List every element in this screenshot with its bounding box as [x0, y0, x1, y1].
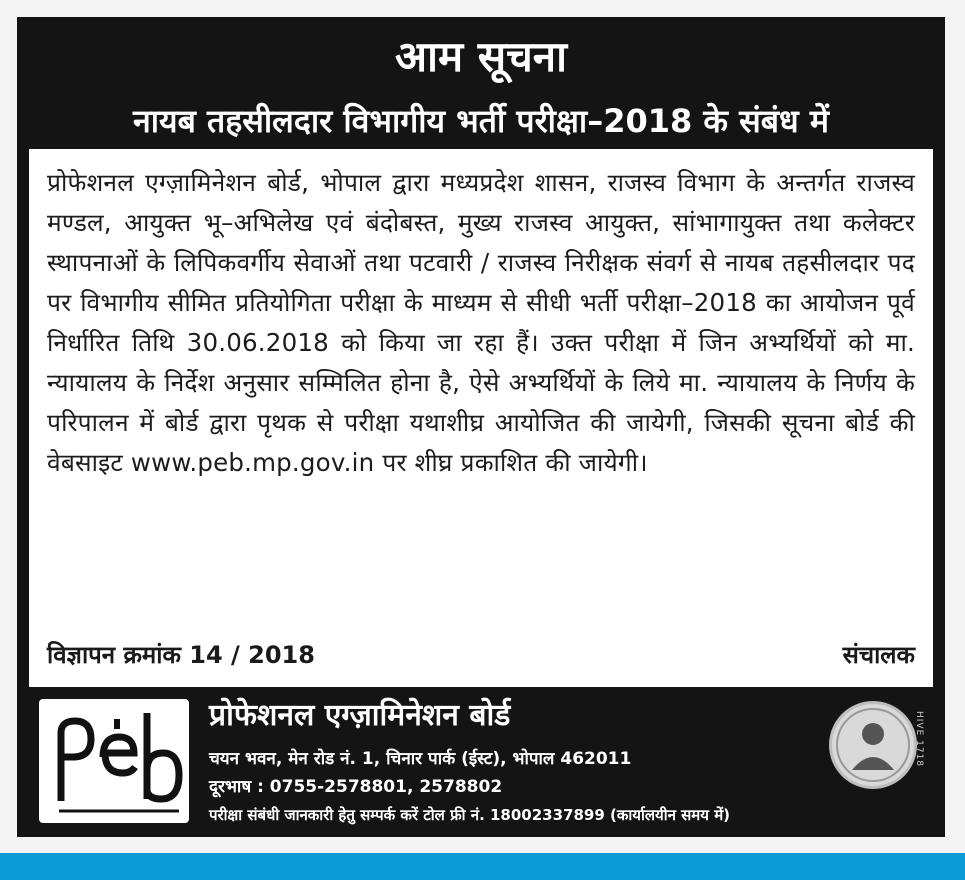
- signatory: संचालक: [842, 641, 915, 669]
- organisation-phone: दूरभाष : 0755-2578801, 2578802: [209, 777, 503, 797]
- vertical-print-code: HIVE 1718: [914, 711, 924, 768]
- advertisement-number: विज्ञापन क्रमांक 14 / 2018: [47, 641, 315, 669]
- peb-logo-icon: [39, 699, 189, 823]
- peb-logo: [39, 699, 189, 823]
- public-notice-advertisement: [17, 17, 945, 837]
- notice-subheading: नायब तहसीलदार विभागीय भर्ती परीक्षा–2018 के संबंध में: [133, 102, 829, 140]
- notice-signature-row: [47, 635, 915, 675]
- government-seal: [829, 701, 917, 789]
- notice-body-text: प्रोफेशनल एग्ज़ामिनेशन बोर्ड, भोपाल द्वारा मध्यप्रदेश शासन, राजस्व विभाग के अन्तर्गत राजस्व मण्डल, आयुक्त भू–अभिलेख एवं बंदोबस्त, मुख्य राजस्व आयुक्त, सांभागायुक्त तथा कलेक्टर स्थापनाओं के लिपिकवर्गीय सेवाओं तथा पटवारी / राजस्व निरीक्षक संवर्ग से नायब तहसीलदार पद पर विभागीय सीमित प्रतियोगिता परीक्षा के माध्यम से सीधी भर्ती परीक्षा–2018 का आयोजन पूर्व निर्धारित तिथि 30.06.2018 को किया जा रहा हैं। उक्त परीक्षा में जिन अभ्यर्थियों को मा. न्यायालय के निर्देश अनुसार सम्मिलित होना है, ऐसे अभ्यर्थियों के लिये मा. न्यायालय के निर्णय के परिपालन में बोर्ड द्वारा पृथक से परीक्षा यथाशीघ्र आयोजित की जायेगी, जिसकी सूचना बोर्ड की वेबसाइट www.peb.mp.gov.in पर शीघ्र प्रकाशित की जायेगी।: [47, 168, 915, 477]
- organisation-name: प्रोफेशनल एग्ज़ामिनेशन बोर्ड: [209, 698, 511, 733]
- notice-heading: आम सूचना: [395, 32, 567, 81]
- notice-body-box: [29, 149, 933, 687]
- toll-free-helpline: परीक्षा संबंधी जानकारी हेतु सम्पर्क करें टोल फ्री नं. 18002337899 (कार्यालयीन समय में): [209, 806, 731, 824]
- organisation-address: चयन भवन, मेन रोड नं. 1, चिनार पार्क (ईस्ट), भोपाल 462011: [209, 749, 632, 769]
- portrait-seal-icon: [832, 704, 914, 786]
- bottom-accent-bar: [0, 853, 965, 880]
- notice-footer: [29, 691, 933, 831]
